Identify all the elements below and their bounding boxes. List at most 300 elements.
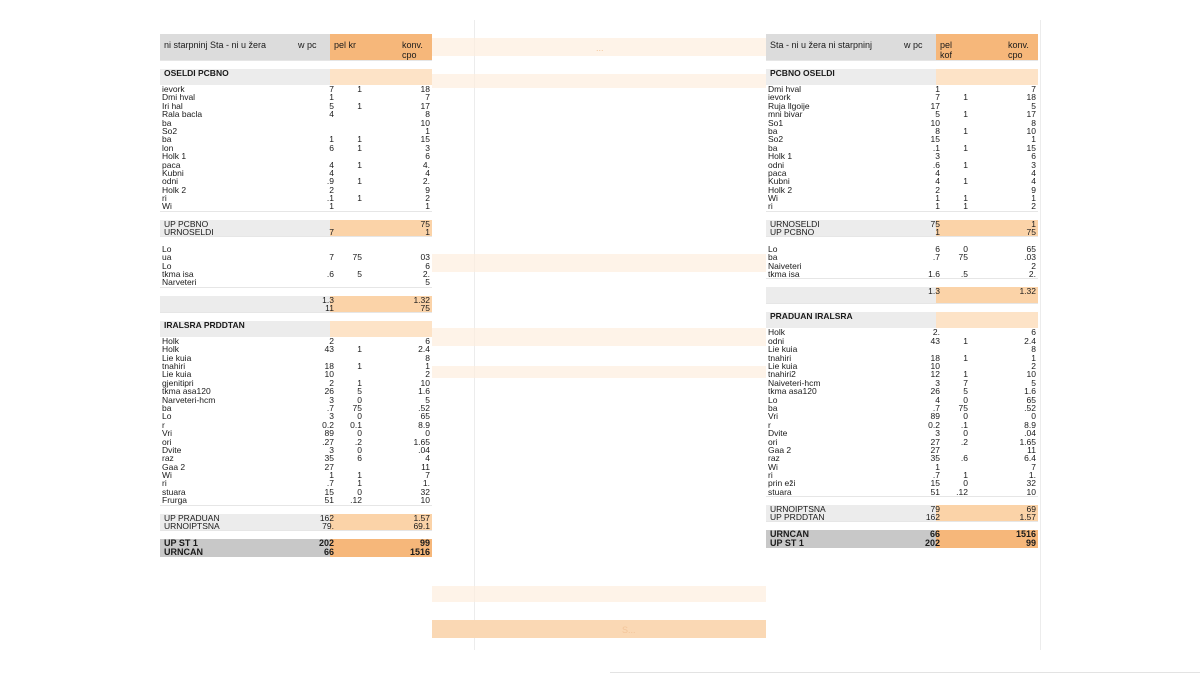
table-row [766, 253, 1038, 261]
row-value-3: 2 [425, 193, 430, 204]
header-col-3: konv. cpo [402, 40, 423, 60]
row-value-3: 0 [425, 428, 430, 439]
row-label: ri [768, 201, 773, 212]
row-label: Iri hal [162, 100, 183, 111]
row-label: Lie kuia [162, 369, 192, 380]
row-value-3: 1 [1031, 193, 1036, 204]
row-value-2: 1 [963, 470, 968, 481]
table-row [766, 345, 1038, 353]
left-table [160, 34, 432, 557]
row-value-2: 0 [357, 428, 362, 439]
row-label: raz [162, 453, 174, 464]
row-value-2: 1 [357, 100, 362, 111]
table-row [766, 110, 1038, 118]
row-value-1: 3 [935, 428, 940, 439]
table-row [160, 488, 432, 496]
row-label: tkma isa [162, 269, 194, 280]
header-col-1: w pc [298, 40, 317, 50]
table-row [766, 245, 1038, 253]
row-value-3: 5 [425, 277, 430, 288]
row-label: gjenitipri [162, 377, 194, 388]
header-col-2: pel kof [940, 40, 953, 60]
row-value-2: 1 [963, 109, 968, 120]
row-value-3: 8 [1031, 117, 1036, 128]
row-value-3: 7 [1031, 84, 1036, 94]
row-value-1: 51 [930, 486, 940, 497]
row-value-1: 1.6 [928, 269, 940, 280]
row-value-3: 8.9 [1024, 419, 1036, 430]
row-label: Narveteri [162, 277, 197, 288]
row-value-3: 2 [1031, 201, 1036, 212]
table-row [766, 328, 1038, 336]
row-value-3: 6 [425, 335, 430, 346]
total-value-1: 1.3 [928, 286, 940, 297]
row-value-1: 2 [935, 184, 940, 195]
table-row [160, 396, 432, 404]
row-value-1: 4 [935, 176, 940, 187]
row-value-2: 1 [357, 176, 362, 187]
row-label: Holk 2 [768, 184, 793, 195]
row-value-2: 0.1 [350, 419, 362, 430]
section-title [766, 312, 1038, 328]
table-row [160, 404, 432, 412]
table-row [160, 454, 432, 462]
row-label: Naiveteri-hcm [768, 377, 821, 388]
table-row [160, 135, 432, 143]
row-value-2: 1 [963, 92, 968, 103]
row-value-3: 03 [420, 252, 430, 263]
faded-band-grand [432, 620, 766, 638]
row-value-1: 7 [329, 84, 334, 94]
total-label: UP PRDDTAN [770, 512, 825, 523]
row-value-1: 7 [935, 92, 940, 103]
row-value-3: 18 [1026, 92, 1036, 103]
row-label: Dvite [162, 444, 182, 455]
row-label: Lo [162, 411, 172, 422]
table-row [160, 471, 432, 479]
grand-value-3a: 1516 [1015, 529, 1036, 540]
row-value-1: 1 [329, 92, 334, 103]
grand-value-1a: 66 [929, 529, 940, 540]
row-value-3: 65 [1026, 394, 1036, 405]
row-value-1: 17 [930, 100, 940, 111]
total-label: URNOIPTSNA [164, 520, 220, 531]
row-value-3: 1 [425, 125, 430, 136]
total-label: UP PRADUAN [164, 512, 220, 523]
row-value-2: 1 [357, 478, 362, 489]
row-label: Dmi hval [768, 84, 802, 94]
row-value-1: 18 [930, 352, 940, 363]
total-label: URNOSELDI [164, 226, 214, 237]
grand-label-2: URNCAN [164, 546, 203, 557]
row-value-3: 8 [425, 352, 430, 363]
table-row [766, 135, 1038, 143]
row-label: Holk [162, 344, 180, 355]
row-value-2: 1 [963, 159, 968, 170]
section-gap [766, 236, 1038, 245]
row-label: ba [768, 402, 778, 413]
table-header [160, 34, 432, 60]
table-row [160, 362, 432, 370]
table-row [766, 454, 1038, 462]
section-gap [160, 530, 432, 539]
total-value-3: 1.32 [413, 294, 430, 305]
table-row [160, 412, 432, 420]
table-row [160, 429, 432, 437]
row-value-1: .7 [932, 470, 940, 481]
row-value-2: .2 [960, 436, 968, 447]
row-value-1: 27 [930, 444, 940, 455]
row-value-3: 1. [1028, 470, 1036, 481]
grand-value-1b: 202 [924, 538, 940, 549]
faded-header-text: ... [596, 43, 604, 53]
row-value-3: 2.4 [1024, 335, 1036, 346]
total-value-1: 1 [935, 226, 940, 237]
row-value-1: 4 [935, 394, 940, 405]
row-value-2: 1 [357, 470, 362, 481]
row-value-3: 4 [425, 167, 430, 178]
row-label: odni [768, 335, 785, 346]
total-value-3: 69 [1026, 504, 1036, 515]
total-value-1: 162 [925, 512, 940, 523]
table-row [160, 152, 432, 160]
row-label: ba [162, 402, 172, 413]
section-band [330, 321, 432, 337]
table-row [160, 446, 432, 454]
row-value-1: 43 [324, 344, 334, 355]
total-label: URNOSELDI [770, 218, 820, 229]
total-band [330, 220, 432, 236]
row-label: Wi [162, 470, 172, 481]
row-value-3: 10 [1026, 486, 1036, 497]
row-label: Ruja llgoije [768, 100, 810, 111]
row-value-3: 1 [425, 360, 430, 371]
row-value-3: .52 [1024, 402, 1036, 413]
row-value-3: 11 [1027, 444, 1036, 455]
table-row [160, 127, 432, 135]
row-value-2: 1 [357, 159, 362, 170]
grand-label-2: UP ST 1 [770, 538, 804, 549]
row-label: Holk 1 [162, 151, 187, 162]
total-value-3: 75 [420, 218, 430, 229]
total-label: URNOIPTSNA [770, 504, 826, 515]
row-value-3: 7 [425, 470, 430, 481]
row-value-1: 10 [324, 369, 334, 380]
section-band [330, 69, 432, 85]
faded-band-section3 [432, 366, 766, 378]
row-label: So2 [768, 134, 784, 145]
section-title [160, 321, 432, 337]
row-value-1: 1 [935, 84, 940, 94]
row-label: odni [162, 176, 179, 187]
row-value-1: 8 [935, 125, 940, 136]
row-value-1: 3 [329, 411, 334, 422]
table-row [766, 404, 1038, 412]
row-value-2: 75 [958, 252, 968, 263]
table-row [160, 245, 432, 253]
row-label: mni bivar [768, 109, 803, 120]
row-value-1: .1 [932, 142, 940, 153]
faded-band-total2 [432, 328, 766, 346]
total-value-1: 79. [322, 520, 334, 531]
row-label: tnahiri [162, 360, 186, 371]
table-row [160, 144, 432, 152]
row-value-3: 10 [420, 117, 430, 128]
row-value-3: 2.4 [418, 344, 430, 355]
row-value-1: 3 [935, 377, 940, 388]
row-label: raz [768, 453, 780, 464]
row-label: paca [162, 159, 181, 170]
grand-value-1a: 202 [318, 537, 334, 548]
row-value-2: 1 [357, 360, 362, 371]
row-value-1: 6 [935, 243, 940, 254]
row-label: Rala bacla [162, 109, 203, 120]
table-row [766, 412, 1038, 420]
row-value-3: 1 [425, 201, 430, 212]
table-row [160, 370, 432, 378]
faded-footer-text: S... [622, 625, 636, 635]
row-value-3: 6 [1031, 327, 1036, 338]
row-value-2: .6 [960, 453, 968, 464]
row-value-1: 15 [324, 486, 334, 497]
table-row [766, 479, 1038, 487]
row-label: So1 [768, 117, 784, 128]
section-total [160, 296, 432, 312]
right-table [766, 34, 1038, 548]
row-value-2: 1 [357, 134, 362, 145]
table-row [766, 102, 1038, 110]
row-value-1: 1 [329, 470, 334, 481]
row-value-3: 10 [420, 377, 430, 388]
section-total [160, 220, 432, 236]
section-total [766, 220, 1038, 236]
row-value-1: 4 [935, 167, 940, 178]
row-label: ievork [162, 84, 185, 94]
row-value-1: 1 [329, 201, 334, 212]
row-label: Lo [162, 260, 172, 271]
table-row [160, 110, 432, 118]
table-row [766, 471, 1038, 479]
row-value-1: 3 [935, 151, 940, 162]
row-label: ba [768, 252, 778, 263]
row-label: ori [162, 436, 172, 447]
row-value-1: .27 [322, 436, 334, 447]
row-value-2: 75 [958, 402, 968, 413]
row-value-2: 5 [357, 269, 362, 280]
row-value-1: 2 [329, 184, 334, 195]
table-row [766, 488, 1038, 496]
row-value-3: 4 [425, 453, 430, 464]
row-label: Holk 1 [768, 151, 793, 162]
row-value-2: 5 [963, 386, 968, 397]
section-title-text: OSELDI PCBNO [164, 68, 229, 78]
table-row [766, 194, 1038, 202]
section-total [766, 287, 1038, 303]
row-value-1: .6 [932, 159, 940, 170]
row-value-3: 8 [1031, 344, 1036, 355]
row-label: ba [162, 134, 172, 145]
row-label: Lie kuia [162, 352, 192, 363]
total-value-3: 1 [425, 226, 430, 237]
row-value-3: 1. [422, 478, 430, 489]
total-value-1: 7 [329, 226, 334, 237]
row-value-1: 15 [930, 478, 940, 489]
row-value-2: 1 [357, 344, 362, 355]
table-row [766, 85, 1038, 93]
table-row [766, 119, 1038, 127]
row-label: Wi [768, 193, 778, 204]
row-value-2: 7 [963, 377, 968, 388]
faded-band-section1 [432, 74, 766, 88]
row-value-1: 4 [329, 159, 334, 170]
row-value-3: 1.6 [418, 386, 430, 397]
table-row [160, 169, 432, 177]
section-title-text: IRALSRA PRDDTAN [164, 319, 245, 330]
total-value-3: 1.32 [1019, 286, 1036, 297]
table-row [160, 421, 432, 429]
total-value-1: 79 [930, 504, 940, 515]
row-value-2: 0 [963, 243, 968, 254]
total-value-1: 11 [325, 302, 334, 313]
row-value-3: 3 [425, 142, 430, 153]
row-label: stuara [162, 486, 186, 497]
row-value-2: 1 [357, 193, 362, 204]
row-value-3: 5 [1031, 100, 1036, 111]
total-value-3: 69.1 [413, 520, 430, 531]
table-row [766, 177, 1038, 185]
row-value-1: 2 [329, 377, 334, 388]
table-row [766, 429, 1038, 437]
section-title-text: PCBNO OSELDI [770, 68, 835, 78]
row-value-3: 3 [1031, 159, 1036, 170]
row-value-3: 2. [422, 269, 430, 280]
table-row [160, 354, 432, 362]
row-value-1: 26 [324, 386, 334, 397]
table-row [766, 421, 1038, 429]
row-label: ori [768, 436, 778, 447]
row-label: Lie kuia [768, 360, 798, 371]
table-row [766, 354, 1038, 362]
row-value-3: 8.9 [418, 419, 430, 430]
row-label: Naiveteri [768, 260, 802, 271]
grand-value-1b: 66 [323, 546, 334, 557]
grand-label-1: URNCAN [770, 529, 809, 540]
row-value-3: 15 [420, 134, 430, 145]
row-label: ba [162, 117, 172, 128]
table-row [766, 362, 1038, 370]
row-label: Gaa 2 [768, 444, 792, 455]
row-value-1: .6 [326, 269, 334, 280]
row-value-1: 18 [324, 360, 334, 371]
table-row [766, 270, 1038, 278]
table-row [766, 387, 1038, 395]
row-value-2: .2 [354, 436, 362, 447]
table-row [766, 161, 1038, 169]
header-col-1: w pc [904, 40, 923, 50]
row-label: Wi [162, 201, 172, 212]
row-value-1: 1 [935, 193, 940, 204]
row-value-2: 1 [963, 176, 968, 187]
row-value-3: 1 [1031, 134, 1036, 145]
row-label: ri [162, 478, 167, 489]
header-col-3: konv. cpo [1008, 40, 1029, 60]
row-value-2: 1 [357, 377, 362, 388]
grand-value-3b: 1516 [409, 546, 430, 557]
row-label: tnahiri2 [768, 369, 796, 380]
row-value-1: 5 [935, 109, 940, 120]
row-label: Kubni [162, 167, 184, 178]
grand-value-3a: 99 [419, 537, 430, 548]
row-value-3: 32 [1026, 478, 1036, 489]
row-value-1: .9 [326, 176, 334, 187]
row-label: ri [162, 193, 167, 204]
row-value-3: 10 [1026, 125, 1036, 136]
row-label: lon [162, 142, 174, 153]
row-label: Kubni [768, 176, 790, 187]
row-value-3: 4 [1031, 176, 1036, 187]
total-value-1: 162 [319, 512, 334, 523]
section-gap [160, 287, 432, 296]
total-value-3: 75 [1026, 226, 1036, 237]
table-row [766, 127, 1038, 135]
row-value-2: 0 [357, 394, 362, 405]
row-value-1: 89 [324, 428, 334, 439]
row-value-3: 15 [1026, 142, 1036, 153]
footer-line [610, 672, 1200, 673]
row-label: Frurga [162, 495, 188, 506]
table-row [160, 161, 432, 169]
row-value-3: 4 [1031, 167, 1036, 178]
table-row [160, 270, 432, 278]
row-value-1: 26 [930, 386, 940, 397]
row-value-1: 0.2 [322, 419, 334, 430]
row-value-2: .5 [960, 269, 968, 280]
table-row [160, 253, 432, 261]
row-value-1: 0.2 [928, 419, 940, 430]
row-value-3: .03 [1024, 252, 1036, 263]
table-row [160, 438, 432, 446]
row-label: Lo [162, 243, 172, 254]
table-row [766, 463, 1038, 471]
row-value-1: 2 [329, 335, 334, 346]
row-value-3: 1.6 [1024, 386, 1036, 397]
row-label: r [162, 419, 165, 430]
row-value-3: 2 [1031, 360, 1036, 371]
row-value-2: 1 [357, 142, 362, 153]
row-value-3: 1.65 [1019, 436, 1036, 447]
table-row [766, 202, 1038, 210]
row-value-1: .7 [932, 252, 940, 263]
row-label: Vri [162, 428, 173, 439]
section-title [160, 69, 432, 85]
row-label: odni [768, 159, 785, 170]
row-label: Dvite [768, 428, 788, 439]
row-value-3: 10 [1026, 369, 1036, 380]
row-label: Holk [768, 327, 786, 338]
row-value-1: 1 [935, 201, 940, 212]
row-value-2: 0 [963, 428, 968, 439]
row-value-2: 75 [352, 402, 362, 413]
row-value-2: 1 [963, 193, 968, 204]
header-label: ni starpninj Sta - ni u žera [164, 40, 267, 50]
row-value-1: .7 [932, 402, 940, 413]
row-label: Wi [768, 461, 778, 472]
row-value-1: 5 [329, 100, 334, 111]
section-total [766, 505, 1038, 521]
row-value-3: 2. [422, 176, 430, 187]
grand-value-3b: 99 [1025, 538, 1036, 549]
grand-total [160, 539, 432, 557]
